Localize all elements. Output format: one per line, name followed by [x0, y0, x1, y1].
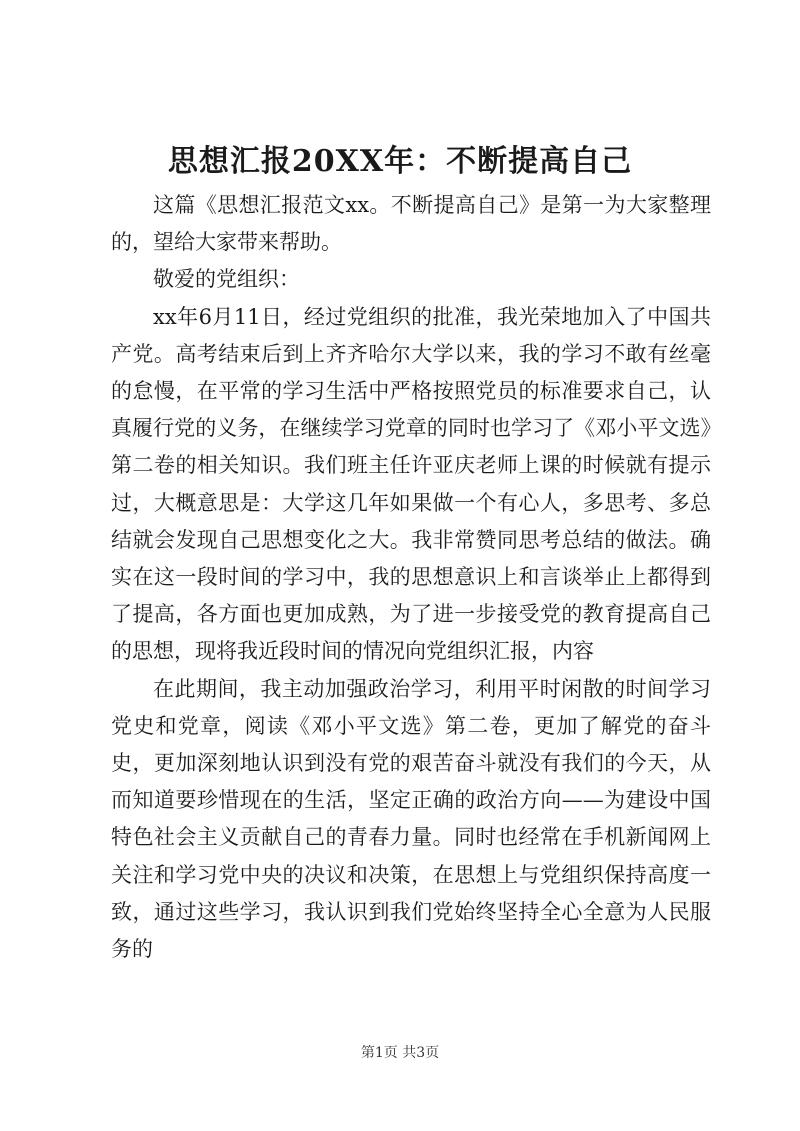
document-title: 思想汇报20XX年：不断提高自己 [167, 144, 633, 179]
body-paragraph-1: xx年6月11日，经过党组织的批准，我光荣地加入了中国共产党。高考结束后到上齐齐哈尔大学以来，我的学习不敢有丝毫的怠慢，在平常的学习生活中严格按照党员的标准要求自己，认真履行党的义务，在继续学习党章的同时也学习了《邓小平文选》第二卷的相关知识。我们班主任许亚庆老师上课的时候就有提示过，大概意思是：大学这几年如果做一个有心人，多思考、多总结就会发现自己思想变化之大。我非常赞同思考总结的做法。确实在这一段时间的学习中，我的思想意识上和言谈举止上都得到了提高，各方面也更加成熟，为了进一步接受党的教育提高自己的思想，现将我近段时间的情况向党组织汇报，内容 [111, 304, 711, 664]
salutation-paragraph: 敬爱的党组织： [153, 267, 300, 292]
intro-paragraph: 这篇《思想汇报范文xx。不断提高自己》是第一为大家整理的，望给大家带来帮助。 [111, 193, 711, 255]
page-footer: 第1页 共3页 [360, 1045, 440, 1061]
document-body [111, 187, 711, 968]
body-paragraph-2: 在此期间，我主动加强政治学习，利用平时闲散的时间学习党史和党章，阅读《邓小平文选》第二卷，更加了解党的奋斗史，更加深刻地认识到没有党的艰苦奋斗就没有我们的今天，从而知道要珍惜现在的生活，坚定正确的政治方向——为建设中国特色社会主义贡献自己的青春力量。同时也经常在手机新闻网上关注和学习党中央的决议和决策，在思想上与党组织保持高度一致，通过这些学习，我认识到我们党始终坚持全心全意为人民服务的 [111, 676, 711, 962]
